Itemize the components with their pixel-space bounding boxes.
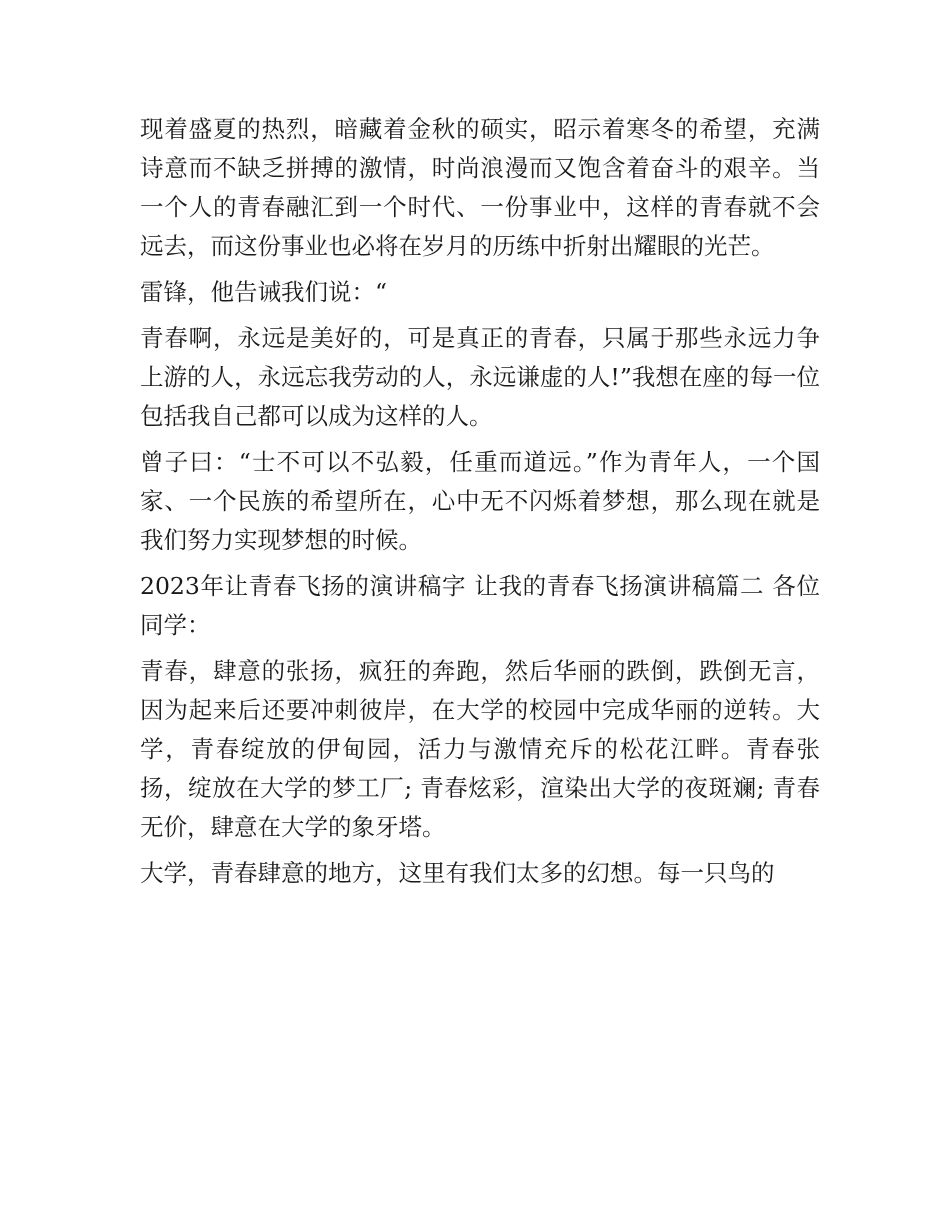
paragraph-4: 曾子曰：“士不可以不弘毅，任重而道远。”作为青年人，一个国家、一个民族的希望所在，心中无不闪烁着梦想，那么现在就是我们努力实现梦想的时候。: [140, 448, 820, 554]
paragraph-7: 大学，青春肆意的地方，这里有我们太多的幻想。每一只鸟的: [140, 859, 775, 887]
paragraph-3: 青春啊，永远是美好的，可是真正的青春，只属于那些永远力争上游的人，永远忘我劳动的人，永远谦虚的人!”我想在座的每一位包括我自己都可以成为这样的人。: [140, 324, 820, 430]
paragraph-5: 2023年让青春飞扬的演讲稿字 让我的青春飞扬演讲稿篇二 各位同学：: [140, 572, 820, 639]
paragraph-2: 雷锋，他告诫我们说：“: [140, 278, 388, 306]
paragraph-6: 青春，肆意的张扬，疯狂的奔跑，然后华丽的跌倒，跌倒无言，因为起来后还要冲刺彼岸，在大学的校园中完成华丽的逆转。大学，青春绽放的伊甸园，活力与激情充斥的松花江畔。青春张扬，绽放在大学的梦工厂; 青春炫彩，渲染出大学的夜斑斓; 青春无价，肆意在大学的象牙塔。: [140, 657, 820, 841]
document-body: [140, 110, 820, 900]
paragraph-1: 现着盛夏的热烈，暗藏着金秋的硕实，昭示着寒冬的希望，充满诗意而不缺乏拼搏的激情，时尚浪漫而又饱含着奋斗的艰辛。当一个人的青春融汇到一个时代、一份事业中，这样的青春就不会远去，而这份事业也必将在岁月的历练中折射出耀眼的光芒。: [140, 115, 820, 260]
